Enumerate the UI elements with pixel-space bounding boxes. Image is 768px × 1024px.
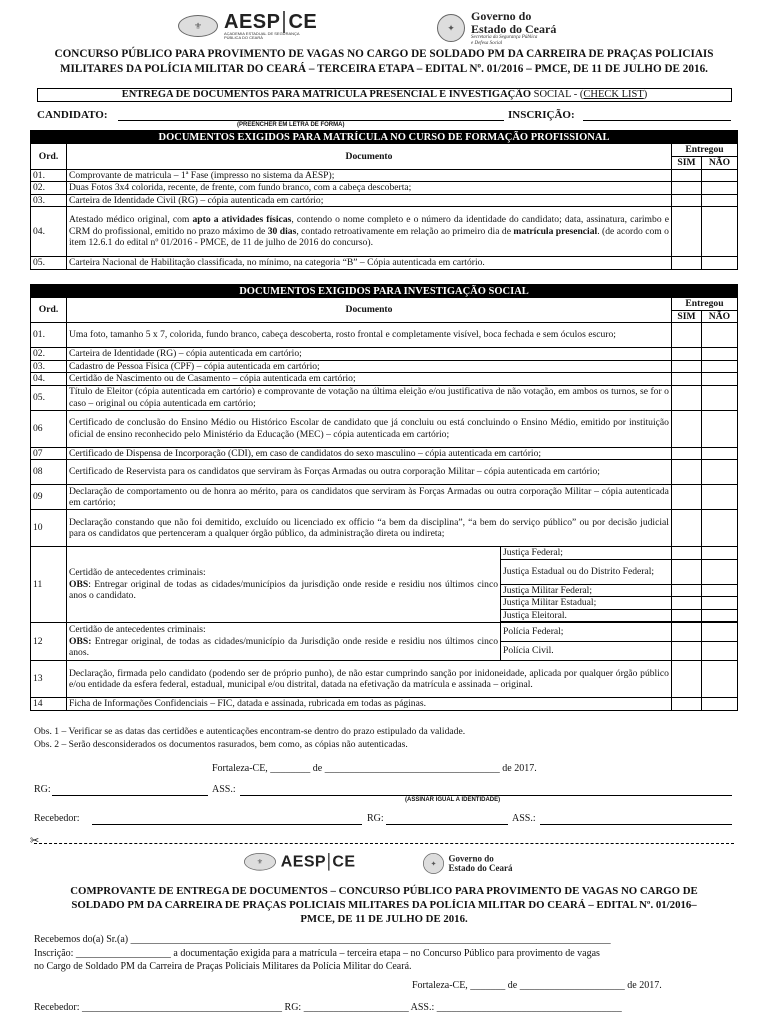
checkbox-sim[interactable] xyxy=(671,410,701,447)
checkbox-sim[interactable] xyxy=(671,547,701,560)
checkbox-nao[interactable] xyxy=(701,661,737,698)
checkbox-nao[interactable] xyxy=(701,510,737,547)
row-doc xyxy=(67,623,501,661)
checkbox-nao[interactable] xyxy=(701,609,737,622)
rg2-label: RG: xyxy=(367,813,384,824)
gov-line1: Governo do xyxy=(471,9,532,23)
row-doc: Título de Eleitor (cópia autenticada em cartório) e comprovante de votação na última eleição e/ou justificativa de não votação, em ambos os turnos, se for o caso – original ou cópia autenticada em cartório; xyxy=(67,385,672,410)
ass-note: (ASSINAR IGUAL A IDENTIDADE) xyxy=(405,797,501,803)
row-ord: 07 xyxy=(31,447,67,460)
checkbox-nao[interactable] xyxy=(701,194,737,207)
rg2-field[interactable] xyxy=(386,824,508,825)
table-row xyxy=(31,460,738,485)
checkbox-nao[interactable] xyxy=(701,182,737,195)
aesp-logo-text2: CE xyxy=(283,11,317,33)
table-row xyxy=(31,348,738,361)
gov-sub2: e Defesa Social xyxy=(471,40,503,46)
table-row xyxy=(31,257,738,270)
r11a: Certidão de antecedentes criminais: xyxy=(69,567,206,579)
r4f: matrícula presencial xyxy=(513,225,598,237)
sub-policia-federal: Polícia Federal; xyxy=(501,623,672,642)
row-ord: 02. xyxy=(31,348,67,361)
r11c: : Entregar original de todas as cidades/municípios da jurisdição onde reside e residiu nos últimos cinco anos o candidato. xyxy=(69,578,498,602)
cut-line xyxy=(34,843,734,844)
comp-date: Fortaleza-CE, _______ de _____________________ de 2017. xyxy=(412,980,662,991)
checkbox-sim[interactable] xyxy=(671,323,701,348)
ass-field[interactable] xyxy=(240,795,732,796)
obs2: Obs. 2 – Serão desconsiderados os documentos rasurados, bem como, as cópias não autenticadas. xyxy=(34,738,408,750)
aesp-logo-text: AESP xyxy=(224,11,281,33)
table-row xyxy=(31,182,738,195)
gov-seal-small-icon: ✦ xyxy=(423,853,444,874)
r4e: , contado retroativamente em relação ao primeiro dia de xyxy=(296,225,514,237)
sec1-title: DOCUMENTOS EXIGIDOS PARA MATRÍCULA NO CURSO DE FORMAÇÃO PROFISSIONAL xyxy=(31,131,738,144)
page-title xyxy=(20,47,748,76)
obs1: Obs. 1 – Verificar se as datas das certidões e autenticações encontram-se dentro do prazo estipulado da validade. xyxy=(34,726,466,737)
r12a: Certidão de antecedentes criminais: xyxy=(69,624,206,636)
row-doc: Ficha de Informações Confidenciais – FIC, datada e assinada, rubricada em todas as páginas. xyxy=(67,698,672,711)
title-line2: MILITARES DA POLÍCIA MILITAR DO CEARÁ – TERCEIRA ETAPA – EDITAL Nº. 01/2016 – PMCE, DE 11 DE JULHO DE 2016. xyxy=(60,62,708,75)
r4g: . (de acordo com o item 12.6.1 do edital nº 01/2016 - PMCE, de 11 de julho de 2016 do concurso). xyxy=(69,225,669,249)
checkbox-sim[interactable] xyxy=(671,460,701,485)
row-doc: Uma foto, tamanho 5 x 7, colorida, fundo branco, cabeça descoberta, rosto frontal e completamente visível, boca fechada e sem óculos escuro; xyxy=(67,323,672,348)
sec2-col-doc: Documento xyxy=(67,298,672,323)
checkbox-sim[interactable] xyxy=(671,661,701,698)
table-row xyxy=(31,410,738,447)
checkbox-sim[interactable] xyxy=(671,257,701,270)
candidato-note: (PREENCHER EM LETRA DE FORMA) xyxy=(237,122,345,128)
sec2-col-entregou: Entregou xyxy=(671,298,737,311)
r4b: apto a atividades físicas xyxy=(192,214,292,226)
checkbox-sim[interactable] xyxy=(671,623,701,642)
table-row xyxy=(31,169,738,182)
checkbox-sim[interactable] xyxy=(671,485,701,510)
checkbox-sim[interactable] xyxy=(671,207,701,257)
sub-justica-estadual: Justiça Estadual ou do Distrito Federal; xyxy=(501,559,672,584)
row-ord: 04. xyxy=(31,207,67,257)
sec1-col-doc: Documento xyxy=(67,144,672,170)
gov-line2: Estado do Ceará xyxy=(471,21,557,36)
checkbox-sim[interactable] xyxy=(671,642,701,661)
checkbox-nao[interactable] xyxy=(701,410,737,447)
aesp-seal-icon: ⚜ xyxy=(178,15,218,37)
table-row xyxy=(31,207,738,257)
table-row xyxy=(31,547,738,560)
ass2-field[interactable] xyxy=(540,824,732,825)
checkbox-nao[interactable] xyxy=(701,460,737,485)
sub-justica-eleitoral: Justiça Eleitoral. xyxy=(501,609,672,622)
bar-bold: ENTREGA DE DOCUMENTOS PARA MATRÍCULA PRESENCIAL E INVESTIGAÇÃO xyxy=(121,89,531,100)
aesp-logo-small-text: AESP CE xyxy=(280,853,356,871)
gov-small-line2: Estado do Ceará xyxy=(448,862,513,874)
row-ord: 05. xyxy=(31,257,67,270)
aesp-sub2: PÚBLICA DO CEARÁ xyxy=(224,35,263,41)
checkbox-nao[interactable] xyxy=(701,485,737,510)
checkbox-sim[interactable] xyxy=(671,373,701,386)
comp-title2: SOLDADO PM DA CARREIRA DE PRAÇAS POLICIAIS MILITARES DA POLÍCIA MILITAR DO CEARÁ – EDITAL Nº. 01/2016– xyxy=(71,899,697,912)
checkbox-nao[interactable] xyxy=(701,373,737,386)
checkbox-nao[interactable] xyxy=(701,323,737,348)
comp-line1: Recebemos do(a) Sr.(a) ________________________________________________________________________________________________ xyxy=(34,934,611,945)
obs-block xyxy=(34,726,734,752)
checkbox-sim[interactable] xyxy=(671,559,701,584)
sec2-title: DOCUMENTOS EXIGIDOS PARA INVESTIGAÇÃO SOCIAL xyxy=(31,285,738,298)
row-doc: Declaração constando que não foi demitido, excluído ou licenciado ex officio “a bem da disciplina”, “a bem do serviço público” ou por decisão judicial para os candidatos que pertenceram a qualquer órgão público, da administração direta ou indireta; xyxy=(67,510,672,547)
row-ord: 10 xyxy=(31,510,67,547)
recebedor-label: Recebedor: xyxy=(34,813,80,824)
sec1-col-ord: Ord. xyxy=(31,144,67,170)
table-row xyxy=(31,373,738,386)
checkbox-sim[interactable] xyxy=(671,385,701,410)
gov-logo-small xyxy=(423,853,513,874)
checkbox-nao[interactable] xyxy=(701,559,737,584)
checkbox-nao[interactable] xyxy=(701,447,737,460)
checkbox-sim[interactable] xyxy=(671,182,701,195)
row-ord: 13 xyxy=(31,661,67,698)
r4a: Atestado médico original, com xyxy=(69,214,193,226)
r4c: , contendo o nome completo e o número da identidade do candidato; data, assinatura, carimbo e CRM do profissional, emitido no prazo máximo de xyxy=(69,214,669,237)
row-doc: Comprovante de matricula – 1ª Fase (impresso no sistema da AESP); xyxy=(67,169,672,182)
checkbox-sim[interactable] xyxy=(671,698,701,711)
row-ord: 03. xyxy=(31,360,67,373)
aesp-sub1: ACADEMIA ESTADUAL DE SEGURANÇA xyxy=(224,31,300,36)
checkbox-sim[interactable] xyxy=(671,597,701,610)
inscricao-label: INSCRIÇÃO: xyxy=(508,109,575,121)
sec1-col-sim: SIM xyxy=(671,157,701,170)
row-doc xyxy=(67,547,501,623)
row-ord: 05. xyxy=(31,385,67,410)
row-doc: Certificado de Dispensa de Incorporação (CDI), em caso de candidatos do sexo masculino – cópia autenticada em cartório; xyxy=(67,447,672,460)
table-row xyxy=(31,623,738,642)
gov-small-line1: Governo do xyxy=(448,853,494,864)
comprovante-body xyxy=(34,933,734,974)
checkbox-sim[interactable] xyxy=(671,584,701,597)
r12b: OBS: xyxy=(69,635,92,647)
row-doc: Cadastro de Pessoa Física (CPF) – cópia autenticada em cartório; xyxy=(67,360,672,373)
checkbox-nao[interactable] xyxy=(701,385,737,410)
sec1-col-entregou: Entregou xyxy=(671,144,737,157)
sub-justica-militar-estadual: Justiça Militar Estadual; xyxy=(501,597,672,610)
aesp-seal-small-icon: ⚜ xyxy=(244,853,276,871)
row-ord: 14 xyxy=(31,698,67,711)
comp-title3: PMCE, DE 11 DE JULHO DE 2016. xyxy=(300,913,468,926)
aesp-logo xyxy=(178,12,317,41)
sec1-col-nao: NÃO xyxy=(701,157,737,170)
row-ord: 06 xyxy=(31,410,67,447)
row-doc: Carteira Nacional de Habilitação classificada, no mínimo, na categoria “B” – Cópia autenticada em cartório. xyxy=(67,257,672,270)
candidato-field[interactable] xyxy=(118,120,504,121)
sec2-col-sim: SIM xyxy=(671,310,701,323)
checkbox-sim[interactable] xyxy=(671,609,701,622)
checkbox-sim[interactable] xyxy=(671,360,701,373)
checklist-bar xyxy=(37,88,732,102)
row-doc: Duas Fotos 3x4 colorida, recente, de frente, com fundo branco, com a cabeça descoberta; xyxy=(67,182,672,195)
checkbox-nao[interactable] xyxy=(701,207,737,257)
row-ord: 11 xyxy=(31,547,67,623)
gov-seal-icon: ✦ xyxy=(437,14,465,42)
row-doc: Certificado de conclusão do Ensino Médio ou Histórico Escolar de candidato que já concluiu ou está concluindo o Ensino Médio, emitido por instituição oficial de ensino reconhecido pelo Ministério da Educação (MEC) – cópia autenticada em cartório; xyxy=(67,410,672,447)
scissors-icon: ✂ xyxy=(30,835,40,847)
checkbox-nao[interactable] xyxy=(701,584,737,597)
checkbox-sim[interactable] xyxy=(671,447,701,460)
table-row xyxy=(31,447,738,460)
row-ord: 04. xyxy=(31,373,67,386)
row-doc: Carteira de Identidade Civil (RG) – cópia autenticada em cartório; xyxy=(67,194,672,207)
row-ord: 02. xyxy=(31,182,67,195)
gov-logo xyxy=(437,10,556,46)
sub-policia-civil: Polícia Civil. xyxy=(501,642,672,661)
checkbox-sim[interactable] xyxy=(671,510,701,547)
bar-social: SOCIAL - ( xyxy=(531,89,584,100)
comp-recebedor: Recebedor: ________________________________________ RG: _____________________ ASS.: _____________________________________ xyxy=(34,1002,622,1013)
table-row xyxy=(31,385,738,410)
r4d: 30 dias xyxy=(267,225,297,237)
inscricao-field[interactable] xyxy=(583,120,731,121)
gov-sub1: Secretaria da Segurança Pública xyxy=(471,35,538,41)
checkbox-nao[interactable] xyxy=(701,623,737,642)
row-doc: Certidão de Nascimento ou de Casamento – cópia autenticada em cartório; xyxy=(67,373,672,386)
checkbox-nao[interactable] xyxy=(701,348,737,361)
row-ord: 08 xyxy=(31,460,67,485)
checkbox-sim[interactable] xyxy=(671,194,701,207)
ass2-label: ASS.: xyxy=(512,813,536,824)
ass-label: ASS.: xyxy=(212,784,236,795)
r11b: OBS xyxy=(69,578,89,590)
row-ord: 12 xyxy=(31,623,67,661)
investigacao-table xyxy=(30,284,738,711)
checkbox-nao[interactable] xyxy=(701,360,737,373)
checkbox-sim[interactable] xyxy=(671,169,701,182)
r12c: Entregar original, de todas as cidades/município da Jurisdição onde reside e residiu nos últimos cinco anos. xyxy=(69,635,498,659)
matricula-table xyxy=(30,130,738,270)
sec2-col-nao: NÃO xyxy=(701,310,737,323)
recebedor-field[interactable] xyxy=(92,824,362,825)
rg-label: RG: xyxy=(34,784,51,795)
date-line: Fortaleza-CE, ________ de ___________________________________ de 2017. xyxy=(212,763,537,774)
table-row xyxy=(31,360,738,373)
checkbox-nao[interactable] xyxy=(701,257,737,270)
table-row xyxy=(31,661,738,698)
table-row xyxy=(31,485,738,510)
checkbox-nao[interactable] xyxy=(701,169,737,182)
rg-field[interactable] xyxy=(52,795,208,796)
table-row xyxy=(31,698,738,711)
bar-checklist: CHECK LIST xyxy=(583,89,644,100)
bar-close: ) xyxy=(643,89,648,100)
table-row xyxy=(31,510,738,547)
table-row xyxy=(31,194,738,207)
checkbox-nao[interactable] xyxy=(701,597,737,610)
checkbox-nao[interactable] xyxy=(701,642,737,661)
row-doc: Declaração de comportamento ou de honra ao mérito, para os candidatos que serviram às Forças Armadas ou outra corporação Militar – cópia autenticada em cartório; xyxy=(67,485,672,510)
aesp-logo-small xyxy=(244,853,355,871)
sub-justica-militar-federal: Justiça Militar Federal; xyxy=(501,584,672,597)
comprovante-title xyxy=(20,884,748,926)
row-doc: Declaração, firmada pelo candidato (podendo ser de próprio punho), de não estar cumprindo sanção por inidoneidade, aplicada por qualquer órgão público e/ou entidade da esfera federal, estadual, municipal e/ou distrital, datada na efetivação da matrícula e assinada – original. xyxy=(67,661,672,698)
candidato-label: CANDIDATO: xyxy=(37,109,108,121)
checkbox-sim[interactable] xyxy=(671,348,701,361)
row-ord: 01. xyxy=(31,169,67,182)
table-row xyxy=(31,323,738,348)
comp-title1: COMPROVANTE DE ENTREGA DE DOCUMENTOS – CONCURSO PÚBLICO PARA PROVIMENTO DE VAGAS NO CARGO DE xyxy=(70,885,698,897)
comp-line2: Inscrição: ___________________ a documentação exigida para a matrícula – terceira etapa – no Concurso Público para provimento de vagas xyxy=(34,947,600,959)
sub-justica-federal: Justiça Federal; xyxy=(501,547,672,560)
sec2-col-ord: Ord. xyxy=(31,298,67,323)
row-ord: 03. xyxy=(31,194,67,207)
title-line1: CONCURSO PÚBLICO PARA PROVIMENTO DE VAGAS NO CARGO DE SOLDADO PM DA CARREIRA DE PRAÇAS POLICIAIS xyxy=(54,48,714,60)
comp-line3: no Cargo de Soldado PM da Carreira de Praças Policiais Militares da Polícia Militar do Ceará. xyxy=(34,961,412,972)
checkbox-nao[interactable] xyxy=(701,547,737,560)
checkbox-nao[interactable] xyxy=(701,698,737,711)
row-ord: 09 xyxy=(31,485,67,510)
row-ord: 01. xyxy=(31,323,67,348)
row-doc: Certificado de Reservista para os candidatos que serviram às Forças Armadas ou outra corporação Militar – cópia autenticada em cartório; xyxy=(67,460,672,485)
row-doc: Carteira de Identidade (RG) – cópia autenticada em cartório; xyxy=(67,348,672,361)
row-doc xyxy=(67,207,672,257)
